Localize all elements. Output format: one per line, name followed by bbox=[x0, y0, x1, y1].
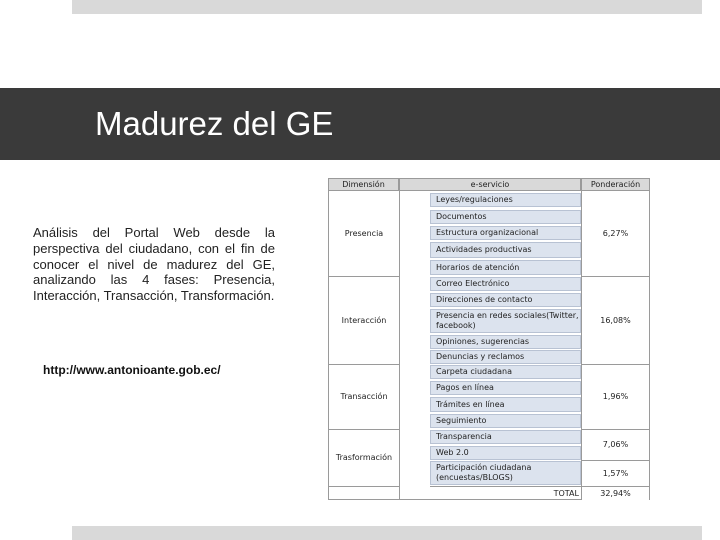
service-row: Opiniones, sugerencias bbox=[430, 335, 581, 349]
total-value: 32,94% bbox=[582, 486, 649, 500]
portal-url[interactable]: http://www.antonioante.gob.ec/ bbox=[43, 363, 221, 377]
grid-line bbox=[328, 429, 399, 430]
service-row: Denuncias y reclamos bbox=[430, 350, 581, 364]
grid-line bbox=[581, 429, 650, 430]
service-row: Horarios de atención bbox=[430, 260, 581, 275]
header-weight: Ponderación bbox=[581, 178, 650, 191]
service-row: Direcciones de contacto bbox=[430, 293, 581, 307]
service-row: Correo Electrónico bbox=[430, 277, 581, 291]
grid-line bbox=[581, 191, 582, 500]
grid-line bbox=[399, 191, 400, 500]
total-label: TOTAL bbox=[430, 486, 581, 500]
weight-value: 16,08% bbox=[582, 313, 649, 329]
service-row: Transparencia bbox=[430, 430, 581, 444]
dimension-label: Transacción bbox=[329, 389, 399, 405]
grid-line bbox=[581, 460, 650, 461]
dimension-label: Interacción bbox=[329, 313, 399, 329]
service-row: Actividades productivas bbox=[430, 242, 581, 258]
service-row: Seguimiento bbox=[430, 414, 581, 428]
slide-title: Madurez del GE bbox=[95, 105, 334, 142]
weight-value: 1,57% bbox=[582, 466, 649, 482]
header-dimension: Dimensión bbox=[328, 178, 399, 191]
service-row: Pagos en línea bbox=[430, 381, 581, 395]
service-row: Carpeta ciudadana bbox=[430, 365, 581, 379]
weight-value: 7,06% bbox=[582, 437, 649, 453]
grid-line bbox=[328, 276, 399, 277]
top-decor-bar bbox=[72, 0, 702, 14]
grid-line bbox=[581, 276, 650, 277]
dimension-label: Trasformación bbox=[329, 450, 399, 466]
grid-line bbox=[581, 364, 650, 365]
header-service: e-servicio bbox=[399, 178, 581, 191]
grid-line bbox=[328, 364, 399, 365]
service-row: Estructura organizacional bbox=[430, 226, 581, 240]
service-row: Presencia en redes sociales(Twitter, facebook) bbox=[430, 309, 581, 333]
total-empty-cell bbox=[329, 486, 399, 499]
dimension-label: Presencia bbox=[329, 226, 399, 242]
service-row: Participación ciudadana (encuestas/BLOGS) bbox=[430, 461, 581, 485]
service-row: Documentos bbox=[430, 210, 581, 224]
bottom-decor-bar bbox=[72, 526, 702, 540]
weight-value: 6,27% bbox=[582, 226, 649, 242]
service-row: Leyes/regulaciones bbox=[430, 193, 581, 207]
service-row: Web 2.0 bbox=[430, 446, 581, 460]
service-row: Trámites en línea bbox=[430, 397, 581, 412]
weight-value: 1,96% bbox=[582, 389, 649, 405]
slide-description: Análisis del Portal Web desde la perspectiva del ciudadano, con el fin de conocer el nivel de madurez del GE, analizando las 4 fases: Presencia, Interacción, Transacción, Transformación. bbox=[33, 225, 275, 304]
